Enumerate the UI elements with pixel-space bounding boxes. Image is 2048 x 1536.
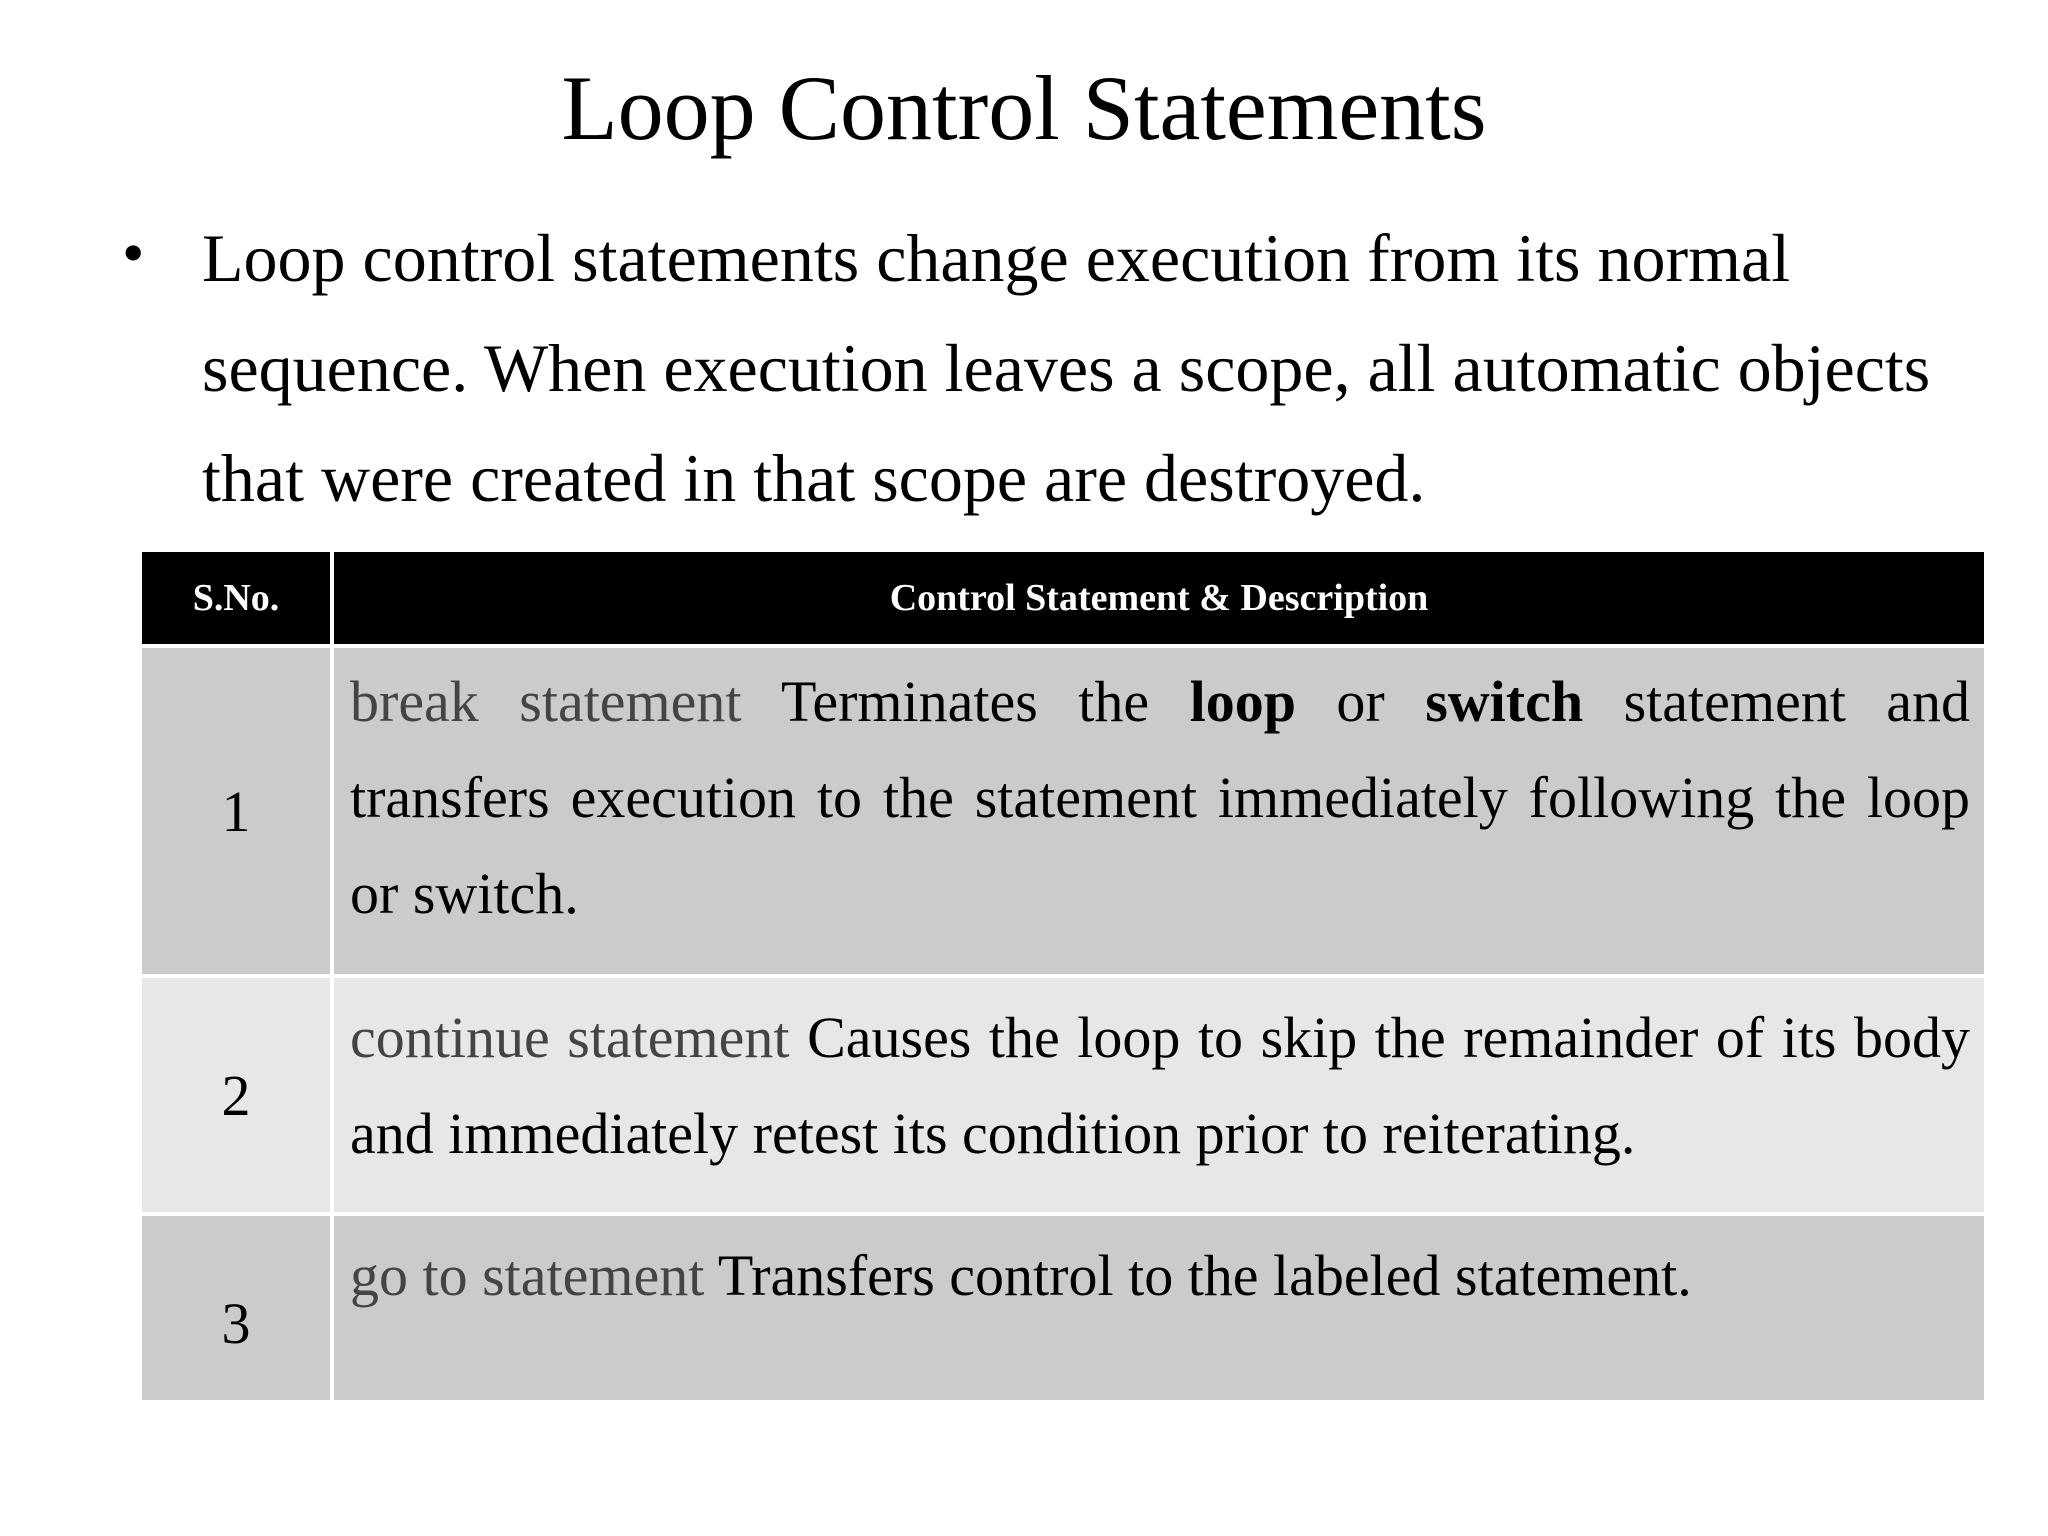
header-description: Control Statement & Description: [332, 550, 1986, 646]
bullet-icon: •: [122, 217, 145, 288]
table-header-row: [140, 550, 1986, 646]
row-number: 1: [140, 646, 332, 976]
description-text: Transfers control to the labeled statement.: [717, 1243, 1692, 1308]
statement-name: continue statement: [350, 1005, 790, 1070]
row-description: [332, 976, 1986, 1214]
row-number: 3: [140, 1214, 332, 1402]
bullet-text: Loop control statements change execution from its normal sequence. When execution leaves a scope, all automatic objects that were created in that scope are destroyed.: [202, 220, 1931, 516]
keyword-switch: switch: [1425, 669, 1584, 734]
header-sno: S.No.: [140, 550, 332, 646]
statement-name: break statement: [350, 669, 742, 734]
description-text: statement and transfers execution to the statement immediately following the loop or switch.: [350, 669, 1971, 926]
row-number: 2: [140, 976, 332, 1214]
table-row: [140, 1214, 1986, 1402]
statement-name: go to statement: [350, 1243, 705, 1308]
table-row: [140, 976, 1986, 1214]
keyword-loop: loop: [1189, 669, 1296, 734]
description-text: or: [1336, 669, 1385, 734]
description-text: Causes the loop to skip the remainder of its body and immediately retest its condition prior to reiterating.: [350, 1005, 1971, 1166]
description-text: Terminates the: [780, 669, 1150, 734]
slide-title: Loop Control Statements: [561, 57, 1487, 159]
row-description: [332, 1214, 1986, 1402]
row-description: [332, 646, 1986, 976]
table-row: [140, 646, 1986, 976]
control-statements-table: [138, 548, 1988, 1404]
